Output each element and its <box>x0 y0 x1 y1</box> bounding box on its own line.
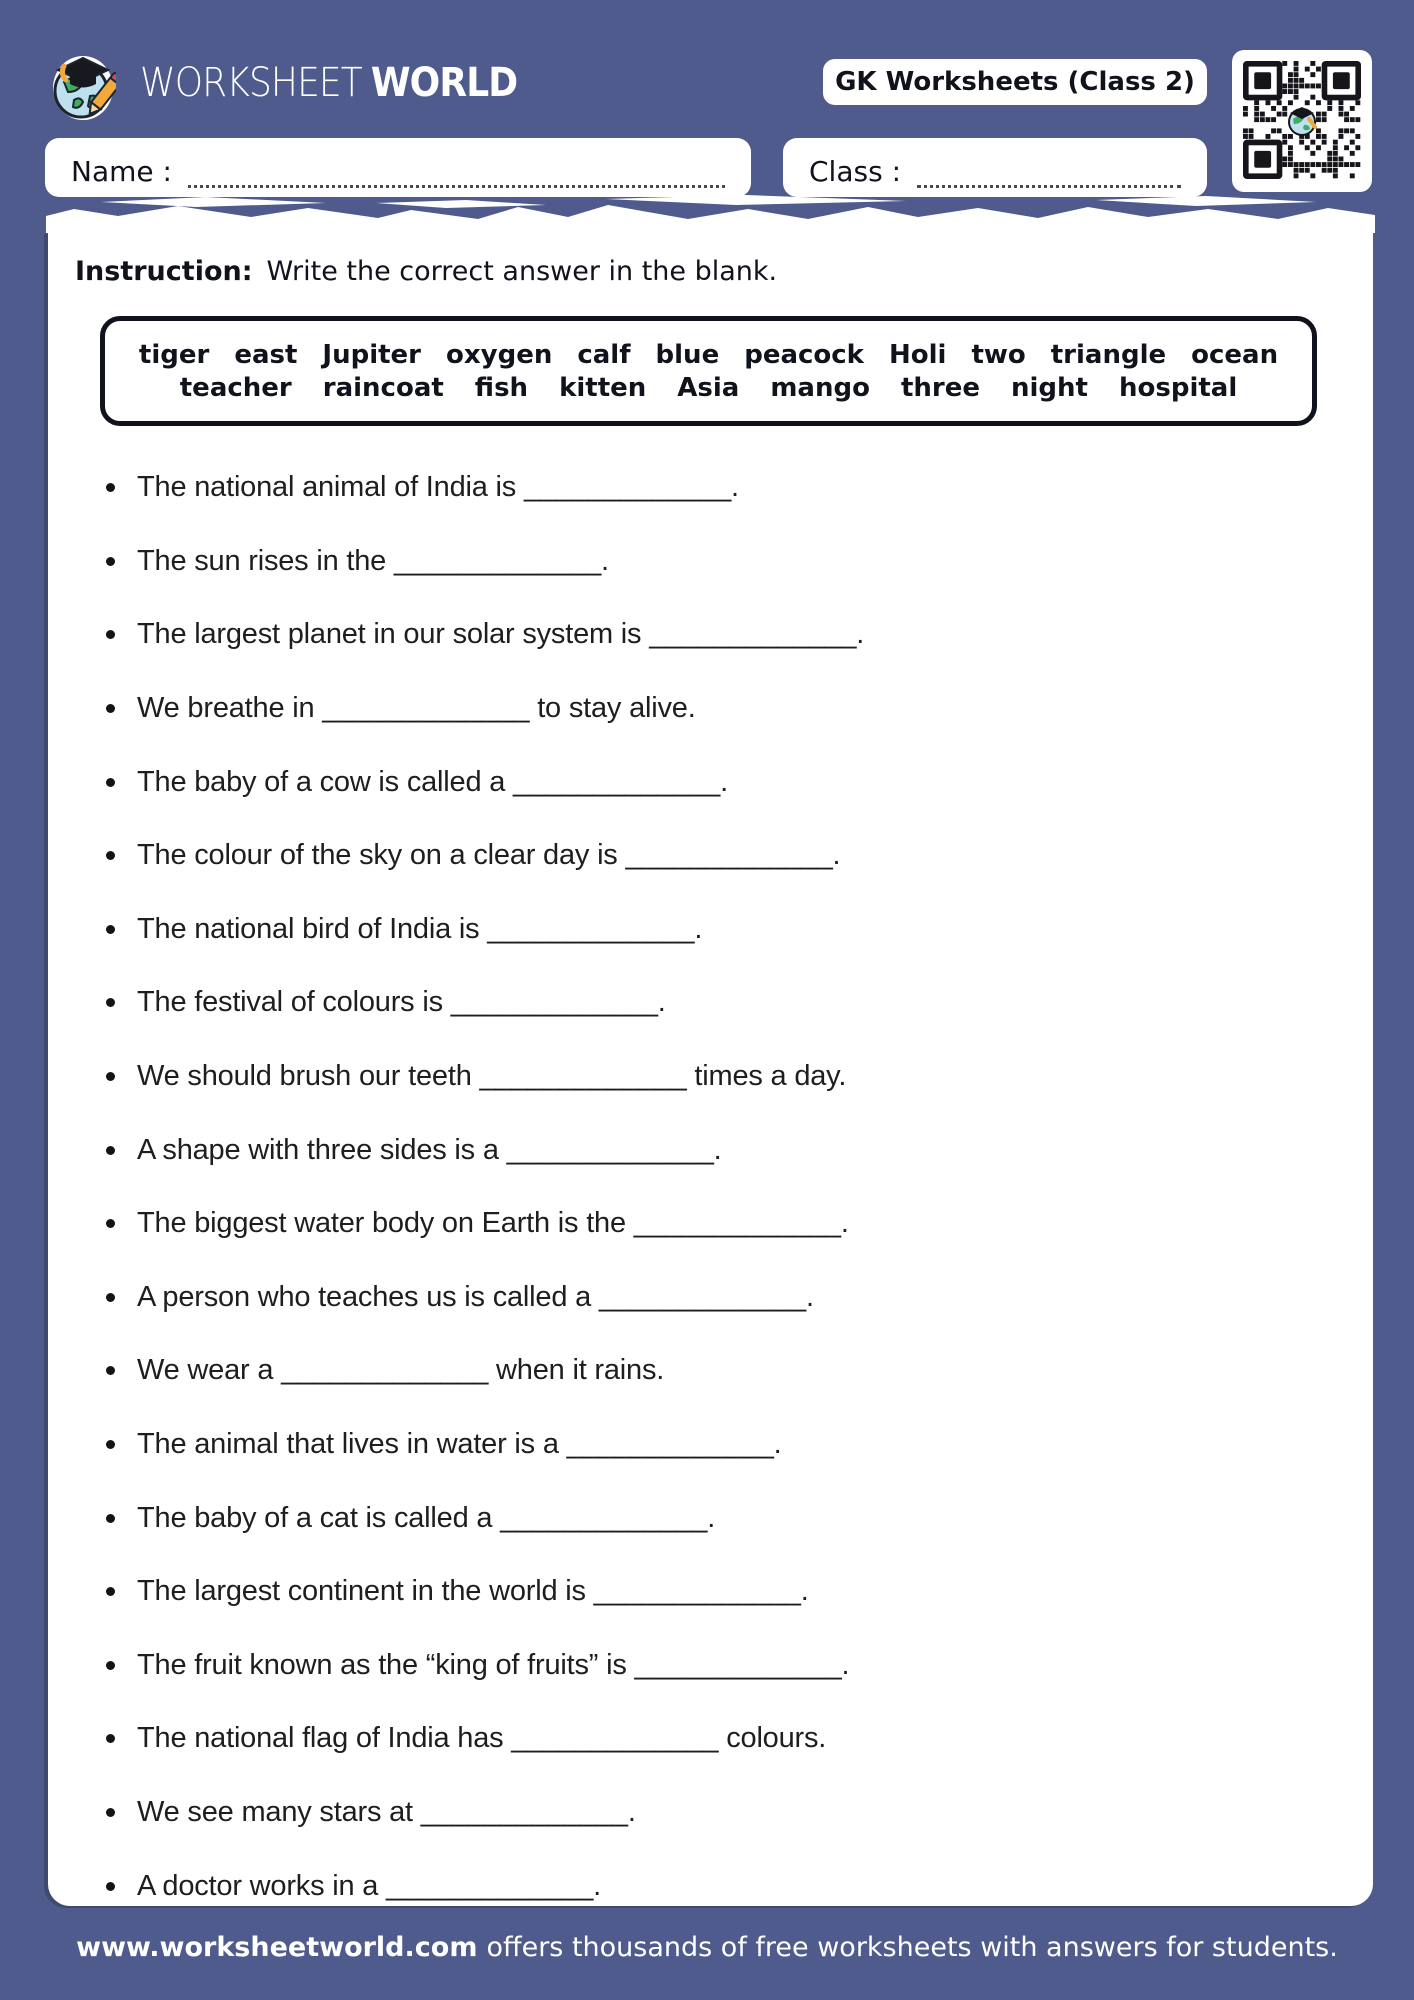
word-bank-word: two <box>971 339 1026 370</box>
brand-word-light: WORKSHEET <box>140 60 362 106</box>
word-bank <box>100 316 1317 426</box>
question-text: The largest continent in the world is _____________. <box>137 1575 809 1608</box>
word-bank-word: kitten <box>559 372 647 403</box>
question-list <box>106 451 1337 1923</box>
question-item <box>106 1555 1337 1629</box>
badge-label: GK Worksheets (Class 2) <box>835 67 1195 97</box>
brand-word-bold: WORLD <box>370 60 518 106</box>
question-item <box>106 1849 1337 1923</box>
bullet-dot <box>106 1293 115 1302</box>
bullet-dot <box>106 1146 115 1155</box>
question-text: The colour of the sky on a clear day is _____________. <box>137 839 841 872</box>
worksheet-badge <box>823 59 1207 105</box>
footer-text: offers thousands of free worksheets with answers for students. <box>486 1932 1338 1963</box>
bullet-dot <box>106 851 115 860</box>
word-bank-word: oxygen <box>446 339 553 370</box>
question-text: The national flag of India has _____________ colours. <box>137 1722 827 1755</box>
class-label: Class : <box>809 155 901 189</box>
word-bank-word: blue <box>655 339 720 370</box>
word-bank-word: Holi <box>888 339 947 370</box>
question-item <box>106 1040 1337 1114</box>
question-item <box>106 672 1337 746</box>
worksheet-paper <box>48 232 1373 1906</box>
bullet-dot <box>106 1072 115 1081</box>
bullet-dot <box>106 1734 115 1743</box>
question-text: The national animal of India is _____________. <box>137 471 739 504</box>
bullet-dot <box>106 1808 115 1817</box>
question-text: A doctor works in a _____________. <box>137 1869 601 1902</box>
instruction-line <box>75 256 777 287</box>
question-text: The baby of a cow is called a _____________. <box>137 765 728 798</box>
bullet-dot <box>106 630 115 639</box>
word-bank-word: teacher <box>179 372 292 403</box>
footer-note <box>0 1932 1414 1963</box>
bullet-dot <box>106 1882 115 1891</box>
question-item <box>106 598 1337 672</box>
question-text: We breathe in _____________ to stay alive. <box>137 692 696 725</box>
class-input-line[interactable] <box>917 158 1181 188</box>
question-item <box>106 451 1337 525</box>
class-field <box>783 138 1207 197</box>
word-bank-word: Jupiter <box>322 339 421 370</box>
question-text: We should brush our teeth _____________ times a day. <box>137 1060 847 1093</box>
word-bank-word: triangle <box>1050 339 1167 370</box>
word-bank-word: Asia <box>677 372 740 403</box>
question-text: The baby of a cat is called a _____________. <box>137 1501 716 1534</box>
qr-code <box>1232 50 1372 192</box>
bullet-dot <box>106 998 115 1007</box>
question-text: A shape with three sides is a _____________. <box>137 1133 722 1166</box>
question-text: The fruit known as the “king of fruits” is _____________. <box>137 1648 850 1681</box>
question-text: The sun rises in the _____________. <box>137 544 609 577</box>
word-bank-row <box>123 373 1294 403</box>
name-field <box>45 138 751 197</box>
question-text: A person who teaches us is called a _____________. <box>137 1280 814 1313</box>
word-bank-word: calf <box>577 339 631 370</box>
question-item <box>106 1629 1337 1703</box>
bullet-dot <box>106 925 115 934</box>
question-text: The festival of colours is _____________. <box>137 986 666 1019</box>
question-item <box>106 1113 1337 1187</box>
word-bank-word: mango <box>770 372 870 403</box>
name-label: Name : <box>71 155 172 189</box>
word-bank-word: ocean <box>1191 339 1279 370</box>
question-item <box>106 893 1337 967</box>
question-item <box>106 525 1337 599</box>
question-text: We wear a _____________ when it rains. <box>137 1354 665 1387</box>
word-bank-word: three <box>900 372 980 403</box>
torn-edge <box>46 194 1375 233</box>
bullet-dot <box>106 704 115 713</box>
question-item <box>106 966 1337 1040</box>
bullet-dot <box>106 1440 115 1449</box>
bullet-dot <box>106 1514 115 1523</box>
question-item <box>106 1187 1337 1261</box>
instruction-text: Write the correct answer in the blank. <box>266 256 778 287</box>
word-bank-row <box>123 340 1294 370</box>
word-bank-word: raincoat <box>322 372 444 403</box>
question-item <box>106 1481 1337 1555</box>
word-bank-word: east <box>234 339 298 370</box>
bullet-dot <box>106 1366 115 1375</box>
bullet-dot <box>106 1219 115 1228</box>
question-item <box>106 745 1337 819</box>
question-item <box>106 1702 1337 1776</box>
question-text: The animal that lives in water is a _____________. <box>137 1428 782 1461</box>
word-bank-word: fish <box>474 372 529 403</box>
question-item <box>106 1408 1337 1482</box>
question-item <box>106 1261 1337 1335</box>
word-bank-word: hospital <box>1118 372 1238 403</box>
question-item <box>106 819 1337 893</box>
question-item <box>106 1776 1337 1850</box>
bullet-dot <box>106 1661 115 1670</box>
question-text: The national bird of India is _____________. <box>137 912 703 945</box>
name-input-line[interactable] <box>188 158 725 188</box>
logo-icon <box>50 44 116 122</box>
bullet-dot <box>106 483 115 492</box>
word-bank-word: peacock <box>744 339 864 370</box>
bullet-dot <box>106 1587 115 1596</box>
question-text: The biggest water body on Earth is the _____________. <box>137 1207 849 1240</box>
question-text: The largest planet in our solar system is _____________. <box>137 618 865 651</box>
word-bank-word: tiger <box>138 339 210 370</box>
question-text: We see many stars at _____________. <box>137 1795 636 1828</box>
bullet-dot <box>106 778 115 787</box>
question-item <box>106 1334 1337 1408</box>
instruction-label: Instruction: <box>75 256 253 287</box>
bullet-dot <box>106 557 115 566</box>
brand-title <box>140 60 517 106</box>
word-bank-word: night <box>1011 372 1088 403</box>
footer-site-link: www.worksheetworld.com <box>76 1932 478 1963</box>
